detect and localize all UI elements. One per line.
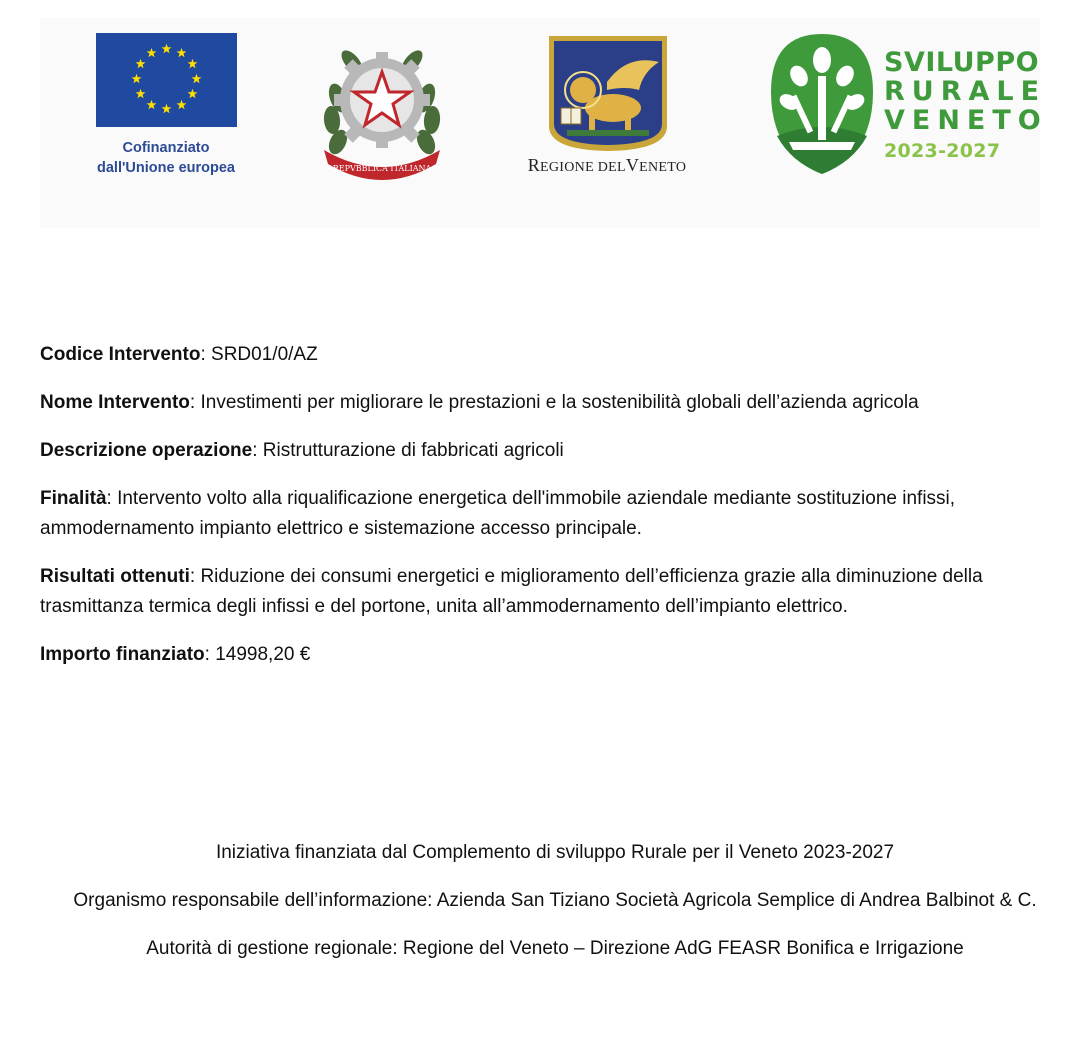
footer-authority: Autorità di gestione regionale: Regione del Veneto – Direzione AdG FEASR Bonifica e Irrigazione [146, 938, 964, 959]
eu-caption [78, 138, 254, 178]
veneto-caption-v: V [625, 155, 640, 175]
srv-line3: VENETO [884, 105, 1048, 136]
eu-flag-icon [96, 33, 237, 127]
veneto-caption-egione: EGIONE DEL [540, 160, 626, 175]
italian-republic-logo [318, 38, 446, 180]
sviluppo-rurale-wordmark [884, 48, 1048, 164]
eu-caption-line2: dall'Unione europea [97, 160, 235, 176]
field-importo [40, 640, 1050, 670]
field-label: Risultati ottenuti [40, 566, 190, 587]
tree-logo-icon [769, 32, 875, 176]
field-label: Importo finanziato [40, 644, 205, 665]
italian-republic-emblem-icon [318, 38, 446, 180]
eu-logo [96, 33, 237, 127]
footer-responsible-org: Organismo responsabile dell’informazione: Azienda San Tiziano Società Agricola Semplice di Andrea Balbinot & C. [73, 890, 1037, 911]
field-value: : 14998,20 € [204, 644, 311, 665]
field-label: Descrizione operazione [40, 440, 253, 461]
regione-veneto-logo [547, 34, 669, 152]
field-label: Codice Intervento [40, 344, 201, 365]
regione-veneto-caption [496, 155, 718, 176]
srv-years: 2023-2027 [884, 140, 1001, 162]
footer [60, 838, 1050, 982]
srv-line1: SVILUPPO [884, 47, 1040, 78]
field-descrizione [40, 436, 1050, 466]
emblem-ribbon-text: REPVBBLICA ITALIANA [332, 164, 432, 173]
sviluppo-rurale-logo [769, 32, 875, 176]
field-label: Nome Intervento [40, 392, 190, 413]
srv-line2: RURALE [884, 76, 1047, 107]
field-label: Finalità [40, 488, 107, 509]
veneto-caption-r: R [527, 155, 541, 175]
field-codice [40, 340, 1050, 370]
lion-of-saint-mark-icon [547, 34, 669, 152]
field-value: : Investimenti per migliorare le prestazioni e la sostenibilità globali dell’azienda agricola [189, 392, 919, 413]
field-finalita [40, 484, 1050, 544]
field-value: : Riduzione dei consumi energetici e miglioramento dell’efficienza grazie alla diminuzione della trasmittanza termica degli infissi e del portone, unita all’ammodernamento dell’impianto elettrico. [40, 566, 983, 617]
intervention-details [40, 340, 1050, 688]
field-nome [40, 388, 1050, 418]
footer-initiative: Iniziativa finanziata dal Complemento di sviluppo Rurale per il Veneto 2023-2027 [215, 842, 895, 863]
veneto-caption-eneto: ENETO [639, 160, 687, 175]
field-risultati [40, 562, 1050, 622]
eu-caption-line1: Cofinanziato [122, 140, 210, 156]
field-value: : Ristrutturazione di fabbricati agricoli [252, 440, 564, 461]
field-value: : SRD01/0/AZ [200, 344, 318, 365]
field-value: : Intervento volto alla riqualificazione energetica dell'immobile aziendale mediante sostituzione infissi, ammodernamento impianto elettrico e sistemazione accesso principale. [40, 488, 956, 539]
